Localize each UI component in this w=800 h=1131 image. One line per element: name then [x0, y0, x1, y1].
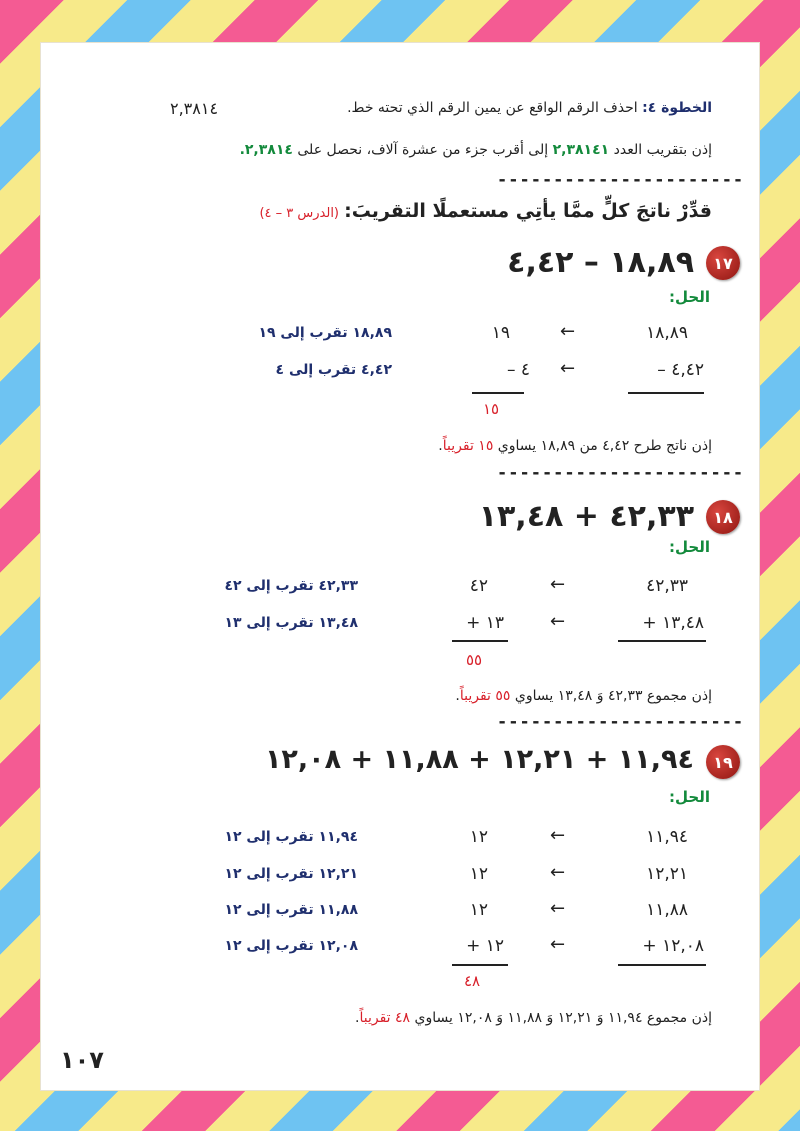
arrow-icon: ← [550, 898, 566, 919]
rounded-value: ١٩ [491, 323, 510, 343]
separator-1: ---------------------- [497, 170, 745, 190]
step4-label: الخطوة ٤: [642, 100, 712, 116]
original-value: ٤٢,٣٣ [646, 576, 688, 596]
original-value: ١٨,٨٩ [646, 323, 688, 343]
step4-text: احذف الرقم الواقع عن يمين الرقم الذي تحته خط. [347, 100, 638, 116]
conclusion-17 [438, 438, 712, 454]
separator-2: ---------------------- [497, 463, 745, 483]
rounding-note: ١٢,٢١ تقرب إلى ١٢ [224, 866, 358, 882]
solution-label-19: الحل: [669, 788, 710, 806]
step4-value: ٢,٣٨١٤ [170, 99, 219, 118]
original-value: + ١٢,٠٨ [642, 936, 704, 956]
sum-line [628, 392, 704, 394]
conclusion-prefix: إذن ناتج طرح ٤,٤٢ من ١٨,٨٩ يساوي [497, 438, 712, 454]
solution-label-17: الحل: [669, 288, 710, 306]
problem-result-19: ٤٨ [464, 972, 481, 990]
original-value: ١٢,٢١ [646, 864, 688, 884]
step4-line [347, 100, 712, 116]
rounding-note: ١٢,٠٨ تقرب إلى ١٢ [224, 938, 358, 954]
conclusion-value: ٤٨ تقريباً [359, 1010, 411, 1026]
rounded-value: ٤٢ [469, 576, 488, 596]
rounding-note: ١٣,٤٨ تقرب إلى ١٣ [224, 615, 358, 631]
arrow-icon: ← [560, 358, 576, 379]
rounded-value: + ١٣ [466, 613, 504, 633]
solution-label-18: الحل: [669, 538, 710, 556]
original-value: ١١,٨٨ [646, 900, 688, 920]
conclusion-value: ١٥ تقريباً [442, 438, 494, 454]
problem-expression-18: ٤٢,٣٣ + ١٣,٤٨ [478, 499, 694, 534]
conclusion-prefix: إذن مجموع ٤٢,٣٣ وَ ١٣,٤٨ يساوي [514, 688, 712, 704]
rounded-value: + ١٢ [466, 936, 504, 956]
problem-badge-18: ١٨ [706, 500, 740, 534]
original-value: – ٤,٤٢ [657, 360, 704, 380]
sum-line [618, 640, 706, 642]
conclusion-value: ٥٥ تقريباً [459, 688, 511, 704]
sum-line [472, 392, 524, 394]
arrow-icon: ← [550, 611, 566, 632]
problem-badge-17: ١٧ [706, 246, 740, 280]
separator-3: ---------------------- [497, 712, 745, 732]
rounding-prefix: إذن بتقريب العدد [613, 142, 712, 158]
sum-line [452, 640, 508, 642]
section-header [259, 200, 712, 222]
conclusion-prefix: إذن مجموع ١١,٩٤ وَ ١٢,٢١ وَ ١١,٨٨ وَ ١٢,٠٨ يساوي [414, 1010, 712, 1026]
original-value: ١١,٩٤ [646, 827, 688, 847]
sum-line [452, 964, 508, 966]
lesson-reference: (الدرس ٣ – ٤) [259, 206, 339, 221]
arrow-icon: ← [560, 321, 576, 342]
rounding-number: ٢,٣٨١٤١ [552, 142, 610, 158]
rounded-value: ١٢ [469, 864, 488, 884]
problem-result-18: ٥٥ [466, 651, 483, 669]
sum-line [618, 964, 706, 966]
rounding-note: ٤,٤٢ تقرب إلى ٤ [275, 362, 392, 378]
conclusion-end: . [455, 688, 460, 704]
rounding-note: ١٨,٨٩ تقرب إلى ١٩ [258, 325, 392, 341]
arrow-icon: ← [550, 862, 566, 883]
conclusion-18 [455, 688, 712, 704]
problem-expression-19: ١١,٩٤ + ١٢,٢١ + ١١,٨٨ + ١٢,٠٨ [264, 744, 694, 775]
rounding-middle: إلى أقرب جزء من عشرة آلاف، نحصل على [297, 142, 549, 158]
rounding-note: ٤٢,٣٣ تقرب إلى ٤٢ [224, 578, 358, 594]
problem-badge-19: ١٩ [706, 745, 740, 779]
arrow-icon: ← [550, 825, 566, 846]
rounding-note: ١١,٩٤ تقرب إلى ١٢ [224, 829, 358, 845]
rounding-note: ١١,٨٨ تقرب إلى ١٢ [224, 902, 358, 918]
conclusion-end: . [438, 438, 443, 454]
rounded-value: – ٤ [506, 360, 530, 380]
arrow-icon: ← [550, 934, 566, 955]
rounded-value: ١٢ [469, 827, 488, 847]
conclusion-19 [355, 1010, 712, 1026]
rounded-value: ١٢ [469, 900, 488, 920]
arrow-icon: ← [550, 574, 566, 595]
original-value: + ١٣,٤٨ [642, 613, 704, 633]
conclusion-end: . [355, 1010, 360, 1026]
rounding-result: ٢,٣٨١٤. [239, 142, 293, 158]
problem-result-17: ١٥ [483, 400, 500, 418]
rounding-conclusion [240, 142, 712, 158]
page-number: ١٠٧ [60, 1046, 104, 1074]
section-title: قدِّرْ ناتجَ كلٍّ ممَّا يأتِي مستعملًا التقريبَ: [344, 200, 712, 222]
problem-expression-17: ١٨,٨٩ – ٤,٤٢ [507, 245, 694, 280]
